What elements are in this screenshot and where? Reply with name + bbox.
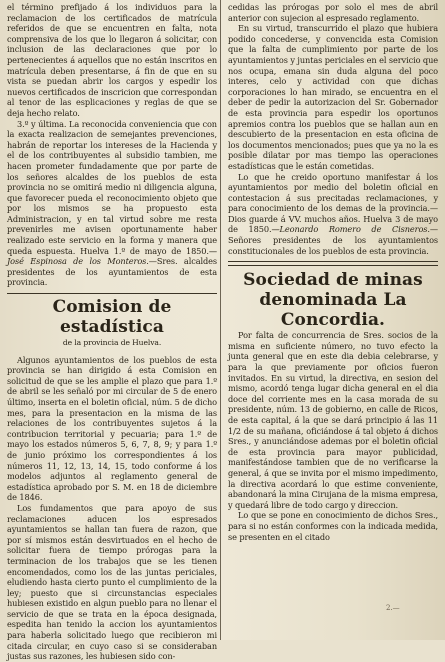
right-paragraph-3-tail: —Señores presidentes de los ayuntamientos constitucionales de los pueblos de esta provincia. [228, 224, 438, 256]
right-paragraph-1: cedidas las prórogas por solo el mes de abril anterior con sujecion al espresado reglamento. [228, 2, 438, 23]
section-rule-2b [228, 265, 438, 266]
right-paragraph-3 [228, 172, 438, 257]
left-signature: —José Espinosa de los Monteros. [7, 245, 217, 267]
left-paragraph-2-tail: —Sres. alcaldes presidentes de los ayuntamientos de esta provincia. [7, 256, 217, 288]
right-paragraph-2: En su virtud, transcurrido el plazo que hubiera podido concederse, y convencida esta Comision que la falta de cumplimiento por parte de los ayuntamientos y juntas periciales en el servicio que nos ocupa, emana sin duda alguna del poco interes, celo y actividad con que dichas corporaciones lo han mirado, se encuentra en el deber de pedir la autorizacion del Sr. Gobernador de esta provincia para espedir los oportunos apremios contra los pueblos que se hallan aun en descubierto de la presentacion en esta oficina de los documentos mencionados; pues que ya no la es posible dilatar por mas tiempo las operaciones estadísticas que le están cometidas. [228, 23, 438, 171]
section-rule [7, 293, 217, 294]
left-paragraph-3: Algunos ayuntamientos de los pueblos de esta provincia se han dirigido á esta Comision en solicitud de que se les amplie el plazo que para 1.º de abril se les señaló por mi circular de 5 de enero último, inserta en el boletin oficial, núm. 5 de dicho mes, para la presentacion en la misma de las relaciones de los contribuyentes sujetos á la contribucion territorial y pecuaria; para 1.º de mayo los estados números 5, 6, 7, 8, 9; y para 1.º de junio próximo los correspondientes á los números 11, 12, 13, 14, 15, todo conforme á los modelos adjuntos al reglamento general de estadística aprobado por S. M. en 18 de diciembre de 1846. [7, 354, 217, 503]
right-paragraph-3-body: Lo que he creido oportuno manifestar á los ayuntamientos por medio del boletin oficial en contestacion á sus precitadas reclamaciones, y para conocimiento de los demas de la provincia.—Dios guarde á VV. muchos años. Huelva 3 de mayo de 1850. [228, 171, 438, 235]
left-paragraph-1: el término prefijado á los individuos para la reclamacion de los certificados de matrícula referidos de que se encuentren en falta, nota comprensiva de los que lo llegaron á solicitar, con inclusion de las declaraciones que por lo pertenecientes á aquellos que no están inscritos en matrícula deben presentarse, á fin de que en su vista se puedan abrir los cargos y espedir los nuevos certificados de inscricion que correspondan al tenor de las esplicaciones y reglas de que se deja hecho relato. [7, 2, 217, 118]
left-paragraph-2-body: 3.º y última. La reconocida conveniencia que con la exacta realizacion de semejantes prevenciones, habrán de reportar los intereses de la Hacienda y el de los contribuyentes al subsidio tambien, me hacen prometer fundadamente que por parte de los señores alcaldes de los pueblos de esta provincia no se omitirá medio ni diligencia alguna, que favorecer pueda el reconocimiento objeto que por los mismos se ha propuesto esta Administracion, y en tal virtud sobre me resta prevenirles me avisen oportunamente haber realizado este servicio en la forma y manera que queda espuesta. Huelva 1.º de mayo de 1850. [7, 118, 217, 256]
right-column [228, 2, 438, 542]
right-paragraph-4: Por falta de concurrencia de Sres. socios de la misma en suficiente número, no tuvo efecto la junta general que en este dia debia celebrarse, y para la que previamente por oficios fueron invitados. En su virtud, la directiva, en sesion del mismo, acordó tenga lugar dicha general en el dia doce del corriente mes en la casa morada de su presidente, núm. 13 de gobierno, en calle de Ricos, de esta capital, á la que se dará principio á las 11 1/2 de su mañana, oficiándose á tal objeto á dichos Sres., y anunciándose ademas por el boletin oficial de esta provincia para mayor publicidad, manifestándose tambien que de no verificarse la general, á que se invita por el mismo impedimento, la directiva acordará lo que estime conveniente, abandonará la mina Cirujana de la misma empresa, y quedará libre de todo cargo y direccion. [228, 330, 438, 510]
section-rule-2 [228, 261, 438, 262]
left-paragraph-4: Los fundamentos que para apoyo de sus reclamaciones aducen los espresados ayuntamientos se hallan tan fuera de razon, que por sí mismos están desvirtuados en el hecho de solicitar fuera de tiempo prórogas para la terminacion de los trabajos que se les tienen encomendados, como los de las juntas periciales, eludiendo hasta cierto punto el cumplimiento de la ley; puesto que si circunstancias especiales hubiesen existido en algun pueblo para no llenar el servicio de que se trata en la época designada, espedita han tenido la accion los ayuntamientos para haberla solicitado luego que recibieron mi citada circular, en cuyo caso si se consideraban justas sus razones, les hubiesen sido con- [7, 502, 217, 662]
page-mark: 2.— [386, 604, 400, 612]
left-column [7, 2, 217, 662]
left-paragraph-2 [7, 119, 217, 289]
section-heading-estadistica: Comision de estadística [52, 297, 172, 338]
right-paragraph-5: Lo que se pone en conocimiento de dichos Sres., para si no están conformes con la indicada medida, se presenten en el citado [228, 510, 438, 542]
right-signature: —Leonardo Romero de Cisneros. [271, 224, 430, 235]
section-heading-minas: Sociedad de minas denominada La Concordia. [243, 270, 423, 331]
section-subheading: de la provincia de Huelva. [62, 338, 162, 348]
column-divider [220, 0, 221, 640]
